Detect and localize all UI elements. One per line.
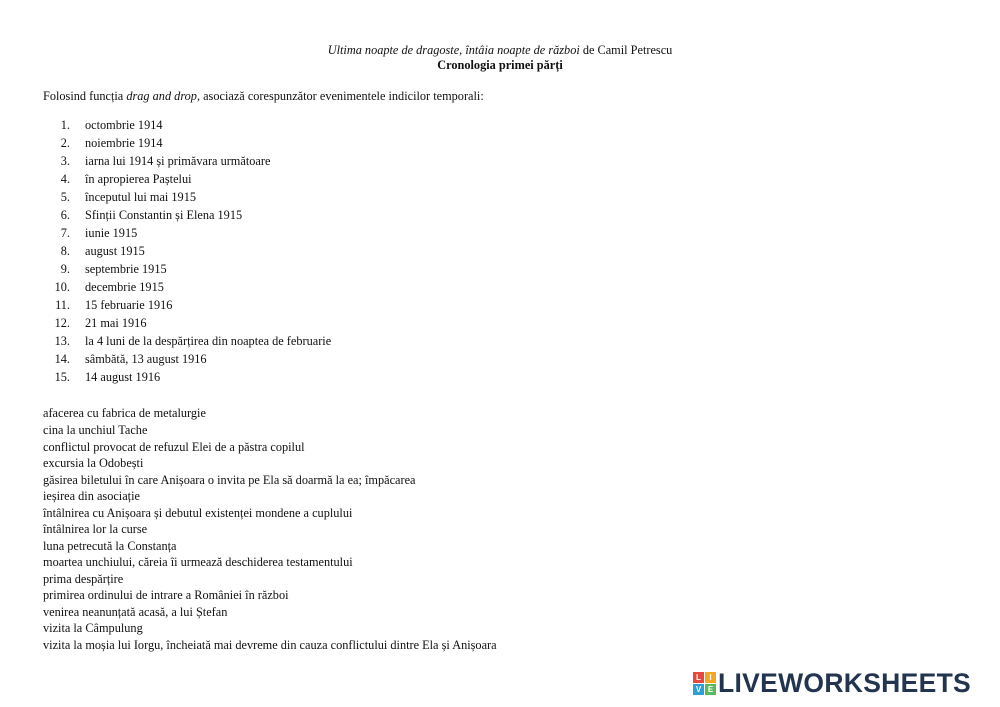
logo-mark-letter: E: [705, 684, 716, 695]
instruction-text: [43, 89, 484, 104]
subtitle-text: Cronologia primei părți: [437, 58, 563, 72]
liveworksheets-logo[interactable]: [693, 669, 971, 697]
instruction-before: Folosind funcția: [43, 89, 127, 103]
item-text: iarna lui 1914 și primăvara următoare: [85, 154, 271, 168]
event-item[interactable]: conflictul provocat de refuzul Elei de a păstra copilul: [43, 440, 305, 454]
logo-brand-text: LIVEWORKSHEETS: [718, 668, 972, 698]
item-text: decembrie 1915: [85, 280, 164, 294]
item-text: 14 august 1916: [85, 370, 161, 384]
item-text: în apropierea Paștelui: [85, 172, 192, 186]
item-number: 4.: [60, 172, 70, 186]
item-number: 1.: [60, 118, 70, 132]
item-text: octombrie 1914: [85, 118, 163, 132]
event-item[interactable]: ieșirea din asociație: [43, 489, 140, 503]
item-number: 10.: [54, 280, 70, 294]
item-number: 15.: [54, 370, 70, 384]
event-item[interactable]: luna petrecută la Constanța: [43, 539, 177, 553]
item-text: septembrie 1915: [85, 262, 167, 276]
logo-mark-letter: L: [693, 672, 704, 683]
item-text: 21 mai 1916: [85, 316, 147, 330]
event-item[interactable]: excursia la Odobești: [43, 456, 144, 470]
item-number: 11.: [55, 298, 70, 312]
item-number: 3.: [60, 154, 70, 168]
author-name: de Camil Petrescu: [579, 43, 673, 57]
event-item[interactable]: întâlnirea cu Anișoara și debutul existenței mondene a cuplului: [43, 506, 353, 520]
item-number: 2.: [60, 136, 70, 150]
item-text: sâmbătă, 13 august 1916: [85, 352, 207, 366]
event-item[interactable]: primirea ordinului de intrare a României în război: [43, 588, 289, 602]
item-number: 8.: [60, 244, 70, 258]
event-item[interactable]: prima despărțire: [43, 572, 124, 586]
event-item[interactable]: întâlnirea lor la curse: [43, 522, 148, 536]
logo-mark-icon: [693, 672, 716, 695]
novel-title: Ultima noapte de dragoste, întâia noapte de război: [327, 43, 580, 57]
document-subtitle: [0, 58, 1000, 73]
logo-mark-letter: I: [705, 672, 716, 683]
item-number: 7.: [60, 226, 70, 240]
item-number: 5.: [60, 190, 70, 204]
event-item[interactable]: vizita la moșia lui Iorgu, încheiată mai devreme din cauza conflictului dintre Ela și Anișoara: [43, 638, 497, 652]
item-number: 13.: [54, 334, 70, 348]
item-number: 9.: [60, 262, 70, 276]
item-text: august 1915: [85, 244, 145, 258]
logo-mark-letter: V: [693, 684, 704, 695]
instruction-after: , asociază corespunzător evenimentele indicilor temporali:: [196, 89, 484, 103]
instruction-italic: drag and drop: [126, 89, 197, 103]
item-number: 14.: [54, 352, 70, 366]
event-item[interactable]: moartea unchiului, căreia îi urmează deschiderea testamentului: [43, 555, 353, 569]
document-title: [0, 43, 1000, 58]
item-text: noiembrie 1914: [85, 136, 163, 150]
item-text: începutul lui mai 1915: [85, 190, 196, 204]
event-item[interactable]: găsirea biletului în care Anișoara o invita pe Ela să doarmă la ea; împăcarea: [43, 473, 416, 487]
event-item[interactable]: vizita la Câmpulung: [43, 621, 143, 635]
event-item[interactable]: cina la unchiul Tache: [43, 423, 148, 437]
event-item[interactable]: venirea neanunțată acasă, a lui Ștefan: [43, 605, 228, 619]
item-text: iunie 1915: [85, 226, 138, 240]
item-text: 15 februarie 1916: [85, 298, 173, 312]
item-text: la 4 luni de la despărțirea din noaptea de februarie: [85, 334, 332, 348]
item-number: 12.: [54, 316, 70, 330]
event-item[interactable]: afacerea cu fabrica de metalurgie: [43, 406, 206, 420]
item-text: Sfinții Constantin și Elena 1915: [85, 208, 243, 222]
item-number: 6.: [60, 208, 70, 222]
